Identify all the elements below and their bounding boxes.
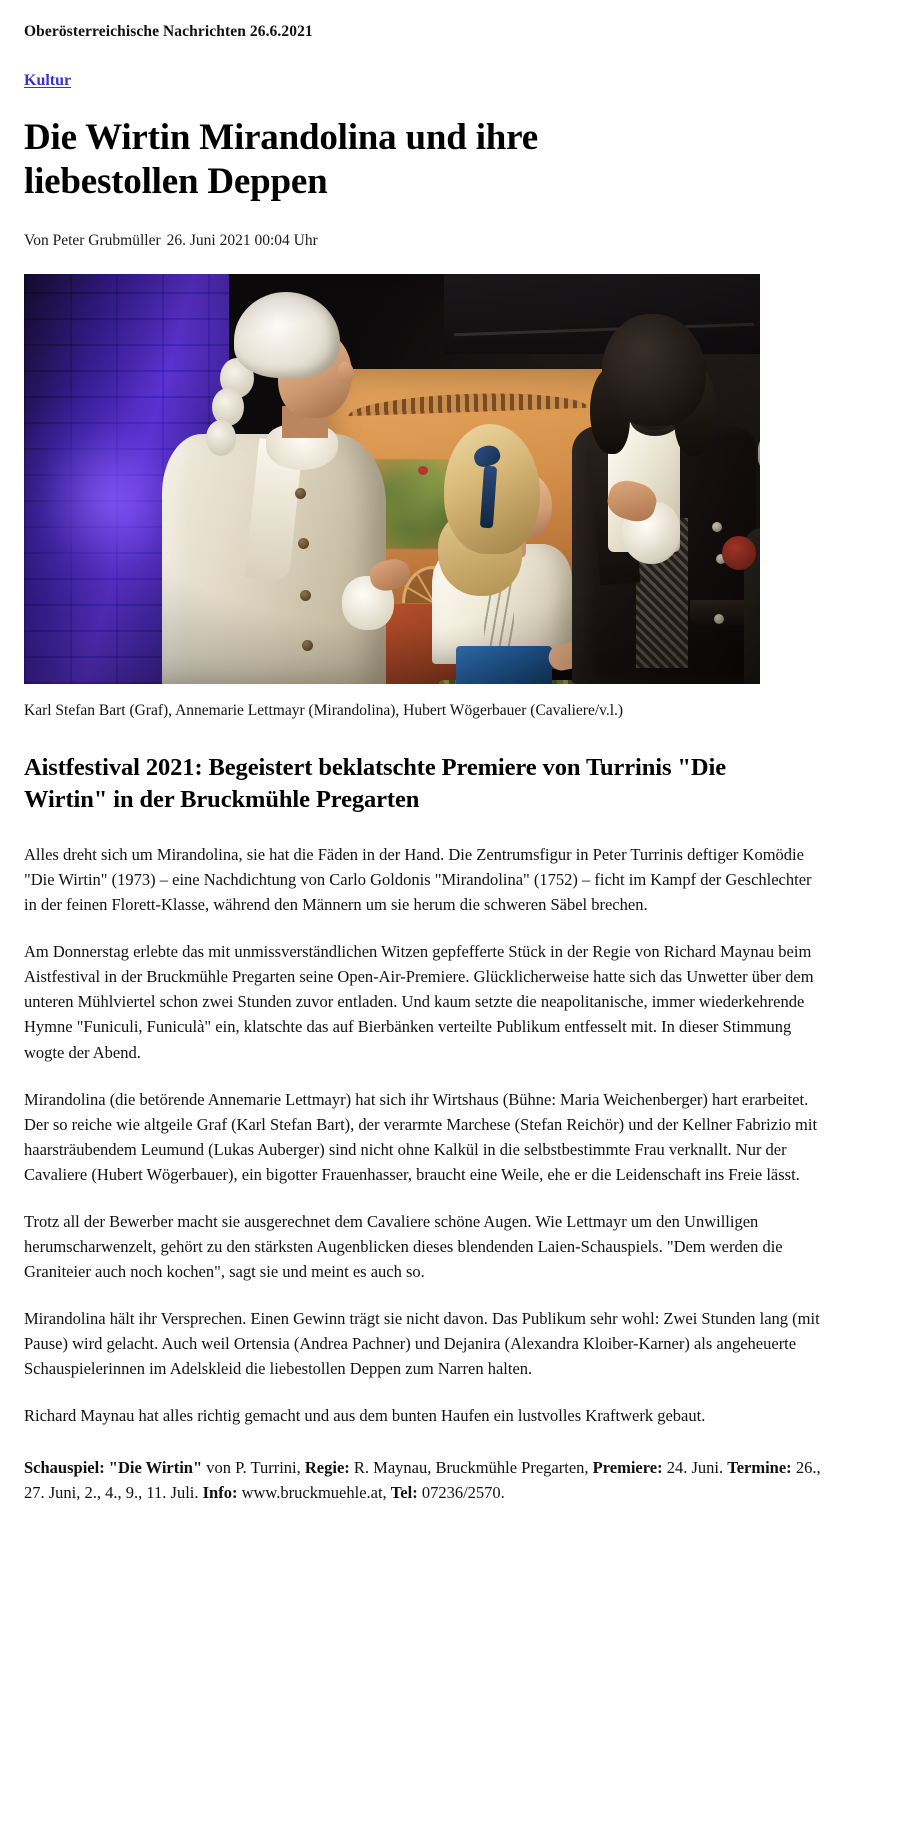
body-paragraph: Mirandolina (die betörende Annemarie Lettmayr) hat sich ihr Wirtshaus (Bühne: Maria Weichenberger) hart erarbeitet. Der so reiche wie altgeile Graf (Karl Stefan Bart), der verarmte Marchese (Stefan Reichör) und der Kellner Fabrizio mit haarsträubendem Leumund (Lukas Auberger) sind nicht ohne Kalkül in die selbstbestimmte Frau verknallt. Nur der Cavaliere (Hubert Wögerbauer), ein bigotter Frauenhasser, braucht eine Weile, ehe er die Leidenschaft ins Freie lässt.	[24, 1089, 818, 1184]
graf-coat-button	[300, 590, 311, 601]
info-label: Info:	[202, 1482, 242, 1502]
article-photo	[24, 274, 760, 684]
photo-actor-mirandolina	[422, 424, 582, 684]
info-label: Tel:	[390, 1482, 422, 1502]
photo-actor-cavaliere	[564, 314, 760, 684]
graf-powdered-wig	[234, 292, 340, 378]
body-paragraph: Am Donnerstag erlebte das mit unmissverständlichen Witzen gepfefferte Stück in der Regie von Richard Maynau beim Aistfestival in der Bruckmühle Pregarten seine Open-Air-Premiere. Glücklicherweise hatte sich das Unwetter über dem unteren Mühlviertel schon zwei Stunden zuvor entladen. Und kaum setzte die neapolitanische, immer wiederkehrende Hymne "Funiculi, Funiculà" ein, klatschte das auf Bierbänken verteilte Publikum entfesselt mit. In dieser Stimmung wogte der Abend.	[24, 942, 814, 1062]
photo-actor-background	[744, 424, 760, 684]
body-paragraph: Richard Maynau hat alles richtig gemacht und aus dem bunten Haufen ein lustvolles Kraftwerk gebaut.	[24, 1406, 706, 1426]
byline-timestamp: 26. Juni 2021 00:04 Uhr	[166, 232, 318, 250]
cavaliere-coat-button	[712, 522, 722, 532]
subheadline: Aistfestival 2021: Begeistert beklatschte Premiere von Turrinis "Die Wirtin" in der Bruckmühle Pregarten	[24, 754, 726, 814]
info-value: 07236/2570.	[421, 1482, 505, 1502]
body-paragraph: Trotz all der Bewerber macht sie ausgerechnet dem Cavaliere schöne Augen. Wie Lettmayr um den Unwilligen herumscharwenzelt, gehört zu den stärksten Augenblicken dieses blendenden Laien-Schauspiels. "Dem werden die Graniteier auch noch kochen", sagt sie und meint es auch so.	[24, 1211, 783, 1282]
photo-caption: Karl Stefan Bart (Graf), Annemarie Lettmayr (Mirandolina), Hubert Wögerbauer (Cavaliere/v.l.)	[24, 701, 624, 719]
kicker	[24, 72, 876, 90]
page-title: Die Wirtin Mirandolina und ihre liebestollen Deppen	[24, 117, 538, 203]
info-value: 24. Juni.	[666, 1457, 728, 1477]
graf-nose	[338, 362, 354, 384]
graf-wig-curl	[206, 420, 236, 456]
byline-author: Von Peter Grubmüller	[24, 232, 161, 250]
info-label: Schauspiel: "Die Wirtin"	[24, 1457, 207, 1477]
info-label: Termine:	[727, 1457, 796, 1477]
cavaliere-coat-button	[714, 614, 724, 624]
info-value: von P. Turrini,	[206, 1457, 305, 1477]
body-paragraph: Mirandolina hält ihr Versprechen. Einen Gewinn trägt sie nicht davon. Das Publikum sehr wohl: Zwei Stunden lang (mit Pause) wird gelacht. Auch weil Ortensia (Andrea Pachner) und Dejanira (Alexandra Kloiber-Karner) als angeheuerte Schauspielerinnen im Adelskleid die liebestollen Deppen zum Narren halten.	[24, 1309, 820, 1379]
photo-actor-graf	[156, 284, 386, 684]
info-value: www.bruckmuehle.at,	[241, 1482, 391, 1502]
info-label: Regie:	[304, 1457, 354, 1477]
mirandolina-blue-sash	[456, 646, 552, 684]
body-paragraph: Alles dreht sich um Mirandolina, sie hat die Fäden in der Hand. Die Zentrumsfigur in Peter Turrinis deftiger Komödie "Die Wirtin" (1973) – eine Nachdichtung von Carlo Goldonis "Mirandolina" (1752) – ficht im Kampf der Geschlechter in der feinen Florett-Klasse, während den Männern um sie herum die schweren Säbel brechen.	[24, 845, 812, 915]
info-value: 26., 27. Juni, 2., 4., 9., 11. Juli.	[24, 1457, 821, 1502]
graf-coat-button	[298, 538, 309, 549]
production-info-block	[24, 1455, 824, 1505]
byline	[24, 230, 876, 252]
background-actor-hair	[758, 424, 760, 476]
background-actor-red-prop	[722, 536, 756, 570]
graf-coat-button	[295, 488, 306, 499]
cavaliere-hair	[602, 314, 706, 426]
publication-source: Oberösterreichische Nachrichten 26.6.2021	[24, 23, 313, 40]
category-link-kultur[interactable]: Kultur	[24, 72, 72, 90]
graf-coat-button	[302, 640, 313, 651]
info-value: R. Maynau, Bruckmühle Pregarten,	[353, 1457, 593, 1477]
info-label: Premiere:	[592, 1457, 667, 1477]
